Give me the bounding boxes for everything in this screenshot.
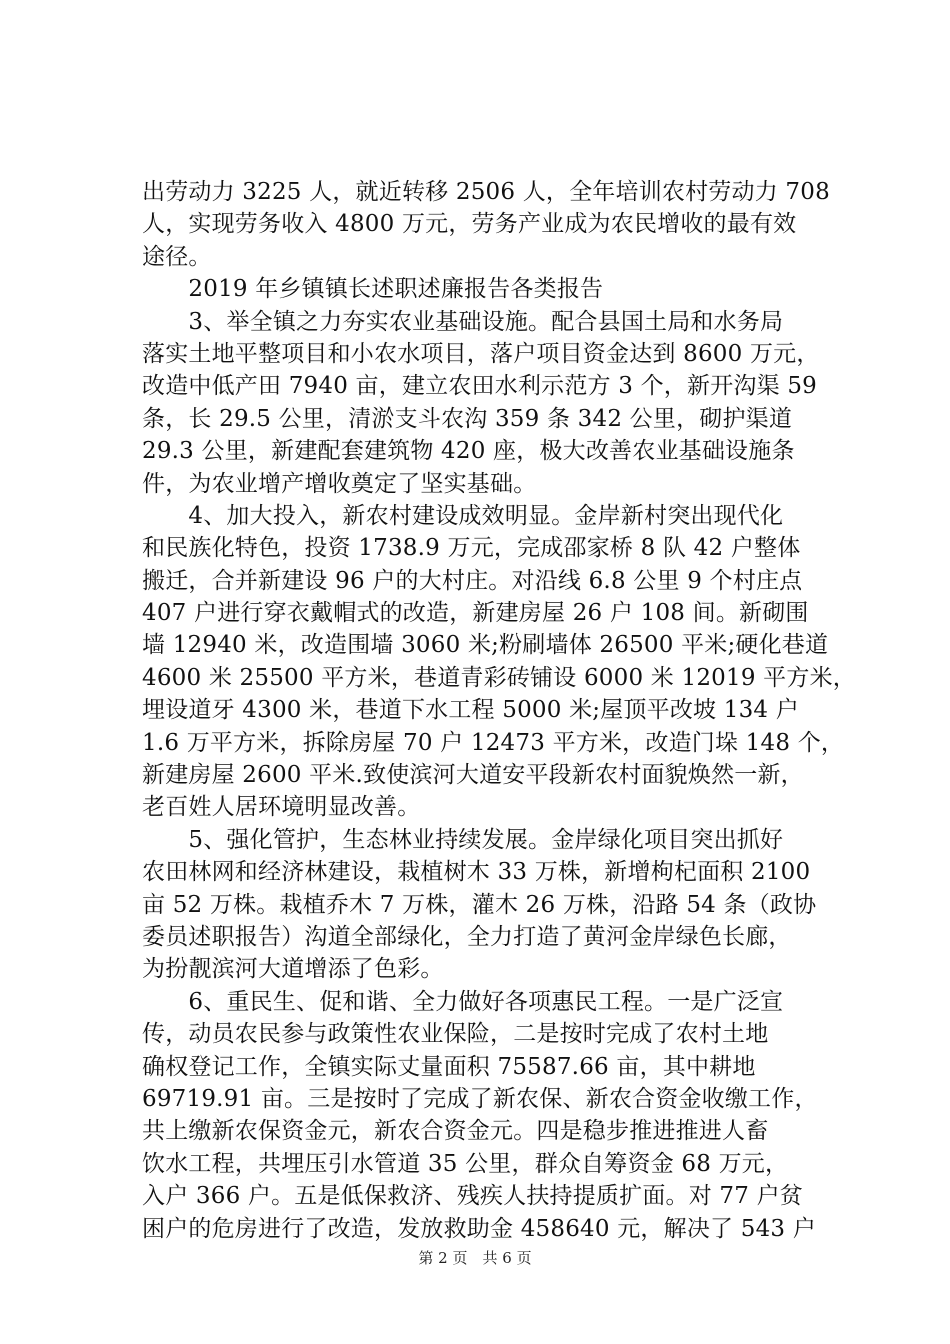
text-line: 69719.91 亩。三是按时了完成了新农保、新农合资金收缴工作，: [142, 1085, 818, 1112]
text-line: 条，长 29.5 公里，清淤支斗农沟 359 条 342 公里，砌护渠道: [142, 405, 793, 432]
text-line: 407 户进行穿衣戴帽式的改造，新建房屋 26 户 108 间。新砌围: [142, 600, 809, 627]
text-line: 新建房屋 2600 平米.致使滨河大道安平段新农村面貌焕然一新，: [142, 762, 804, 789]
text-line: 6、重民生、促和谐、全力做好各项惠民工程。一是广泛宣: [142, 988, 784, 1015]
text-line: 件，为农业增产增收奠定了坚实基础。: [142, 470, 537, 497]
text-line: 确权登记工作，全镇实际丈量面积 75587.66 亩，其中耕地: [142, 1053, 756, 1080]
page-footer: 第 2 页 共 6 页: [418, 1249, 532, 1267]
text-line: 落实土地平整项目和小农水项目，落户项目资金达到 8600 万元，: [142, 340, 820, 367]
text-line: 29.3 公里，新建配套建筑物 420 座，极大改善农业基础设施条: [142, 438, 795, 465]
text-line: 搬迁，合并新建设 96 户的大村庄。对沿线 6.8 公里 9 个村庄点: [142, 567, 803, 594]
text-line: 为扮靓滨河大道增添了色彩。: [142, 956, 444, 983]
text-line: 共上缴新农保资金元，新农合资金元。四是稳步推进推进人畜: [142, 1118, 769, 1145]
text-line: 出劳动力 3225 人，就近转移 2506 人，全年培训农村劳动力 708: [142, 179, 830, 205]
text-line: 途径。: [142, 243, 212, 270]
text-line: 5、强化管护，生态林业持续发展。金岸绿化项目突出抓好: [142, 826, 784, 853]
text-line: 饮水工程，共埋压引水管道 35 公里，群众自筹资金 68 万元，: [142, 1150, 789, 1177]
text-line: 1.6 万平方米，拆除房屋 70 户 12473 平方米，改造门垛 148 个，: [142, 729, 845, 756]
text-line: 农田林网和经济林建设，栽植树木 33 万株，新增枸杞面积 2100: [142, 859, 811, 886]
text-line: 亩 52 万株。栽植乔木 7 万株，灌木 26 万株，沿路 54 条（政协: [142, 891, 817, 918]
text-line: 传，动员农民参与政策性农业保险，二是按时完成了农村土地: [142, 1021, 769, 1048]
text-line: 墙 12940 米，改造围墙 3060 米;粉刷墙体 26500 平米;硬化巷道: [142, 632, 829, 659]
text-line: 埋设道牙 4300 米，巷道下水工程 5000 米;屋顶平改坡 134 户: [142, 697, 799, 724]
text-line: 入户 366 户。五是低保救济、残疾人扶持提质扩面。对 77 户贫: [142, 1183, 804, 1210]
text-line: 4600 米 25500 平方米，巷道青彩砖铺设 6000 米 12019 平方米，: [142, 664, 856, 691]
body-text: [142, 176, 856, 1245]
text-line: 困户的危房进行了改造，发放救助金 458640 元，解决了 543 户: [142, 1215, 816, 1242]
text-line: 和民族化特色，投资 1738.9 万元，完成邵家桥 8 队 42 户整体: [142, 535, 801, 562]
section-heading: 2019 年乡镇镇长述职述廉报告各类报告: [142, 276, 604, 303]
text-line: 改造中低产田 7940 亩，建立农田水利示范方 3 个，新开沟渠 59: [142, 373, 817, 400]
text-line: 人，实现劳务收入 4800 万元，劳务产业成为农民增收的最有效: [142, 211, 797, 238]
text-line: 4、加大投入，新农村建设成效明显。金岸新村突出现代化: [142, 502, 784, 529]
text-line: 3、举全镇之力夯实农业基础设施。配合县国土局和水务局: [142, 308, 784, 335]
text-line: 委员述职报告）沟道全部绿化，全力打造了黄河金岸绿色长廊，: [142, 923, 792, 950]
text-line: 老百姓人居环境明显改善。: [142, 794, 421, 821]
